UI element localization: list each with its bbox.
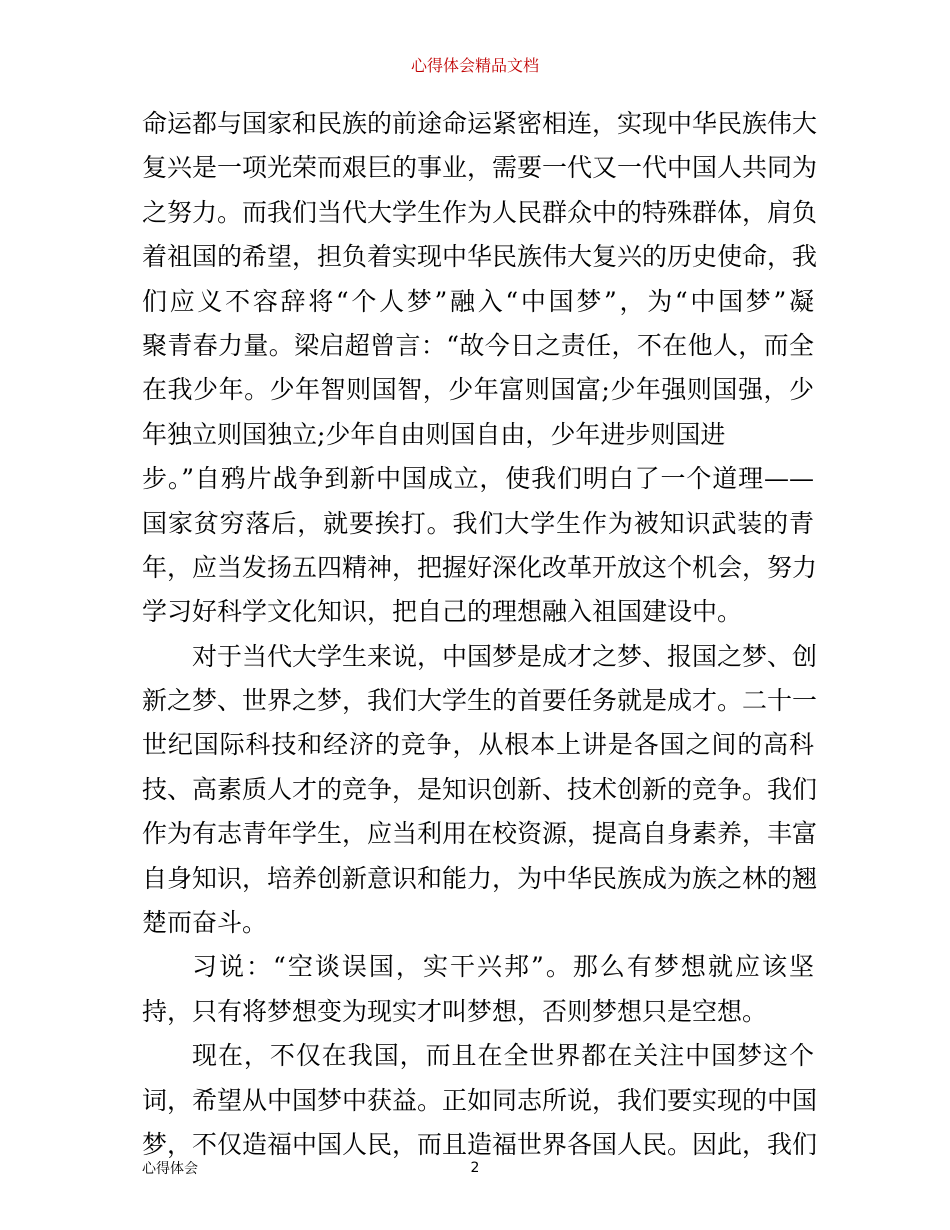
body-line: 着祖国的希望，担负着实现中华民族伟大复兴的历史使命，我 [142, 242, 818, 272]
body-line: 在我少年。少年智则国智，少年富则国富;少年强则国强，少 [142, 375, 814, 405]
body-line: 词，希望从中国梦中获益。正如同志所说，我们要实现的中国 [142, 1085, 818, 1115]
paragraph-first-line: 现在，不仅在我国，而且在全世界都在关注中国梦这个 [192, 1041, 814, 1071]
paragraph-first-line: 对于当代大学生来说，中国梦是成才之梦、报国之梦、创 [192, 641, 818, 671]
body-line: 年，应当发扬五四精神，把握好深化改革开放这个机会，努力 [142, 552, 818, 582]
body-line: 梦，不仅造福中国人民，而且造福世界各国人民。因此，我们 [142, 1129, 818, 1159]
page-number: 2 [470, 1160, 480, 1176]
body-line: 学习好科学文化知识，把自己的理想融入祖国建设中。 [142, 597, 743, 627]
body-line: 聚青春力量。梁启超曾言：“故今日之责任，不在他人，而全 [142, 330, 814, 360]
body-line: 年独立则国独立;少年自由则国自由，少年进步则国进 [142, 419, 726, 449]
body-line: 新之梦、世界之梦，我们大学生的首要任务就是成才。二十一 [142, 686, 818, 716]
body-line: 国家贫穷落后，就要挨打。我们大学生作为被知识武装的青 [142, 508, 814, 538]
footer-label: 心得体会 [142, 1161, 198, 1177]
body-line: 复兴是一项光荣而艰巨的事业，需要一代又一代中国人共同为 [142, 153, 818, 183]
body-line: 自身知识，培养创新意识和能力，为中华民族成为族之林的翘 [142, 863, 818, 893]
body-line: 步。”自鸦片战争到新中国成立，使我们明白了一个道理—— [142, 464, 814, 494]
body-line: 们应义不容辞将“个人梦”融入“中国梦”，为“中国梦”凝 [142, 286, 814, 316]
body-line: 命运都与国家和民族的前途命运紧密相连，实现中华民族伟大 [142, 109, 818, 138]
body-line: 持，只有将梦想变为现实才叫梦想，否则梦想只是空想。 [142, 996, 768, 1026]
body-line: 作为有志青年学生，应当利用在校资源，提高自身素养，丰富 [142, 819, 818, 849]
document-header-title: 心得体会精品文档 [410, 56, 539, 75]
body-line: 技、高素质人才的竞争，是知识创新、技术创新的竞争。我们 [142, 774, 818, 804]
document-body [142, 102, 818, 1167]
body-line: 之努力。而我们当代大学生作为人民群众中的特殊群体，肩负 [142, 197, 818, 227]
body-line: 楚而奋斗。 [142, 908, 268, 938]
body-line: 世纪国际科技和经济的竞争，从根本上讲是各国之间的高科 [142, 730, 814, 760]
paragraph-first-line: 习说：“空谈误国，实干兴邦”。那么有梦想就应该坚 [192, 952, 814, 982]
